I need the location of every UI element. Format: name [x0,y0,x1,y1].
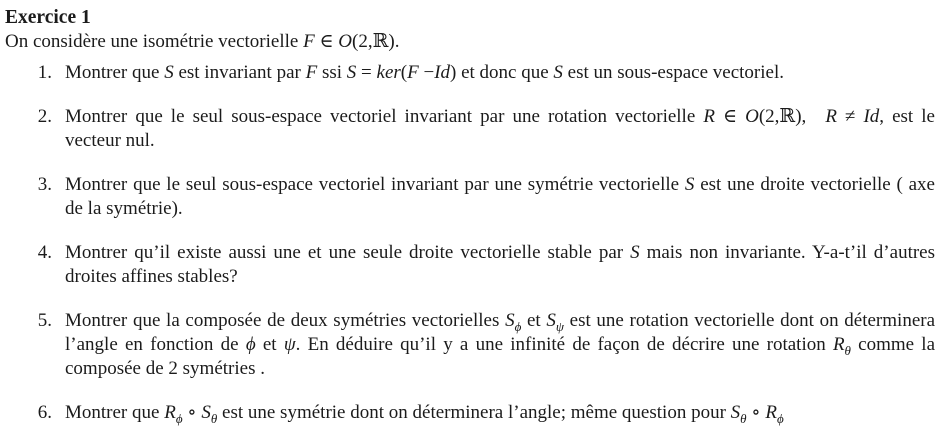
math-symbol: R [164,402,176,423]
text-run: ∈ [714,106,746,127]
math-symbol: O [338,31,353,52]
math-subscript: θ [210,410,218,426]
list-item [5,241,935,289]
math-symbol: S [553,62,563,83]
math-symbol: S [164,62,174,83]
text-run: . En déduire qu’il y a une infinité de façon de décrire une rotation [295,334,833,355]
item-number: 5. [37,310,52,331]
list-item [5,309,935,381]
math-symbol: S [630,242,640,263]
text-run: , est le vecteur nul. [65,106,935,151]
text-run: Montrer que la composée de deux symétries vectorielles [65,310,506,331]
text-run: Montrer que le seul sous-espace vectoriel invariant par une rotation vectorielle [65,106,704,127]
math-symbol: S [546,310,556,331]
math-subscript: ϕ [776,410,784,426]
math-symbol: S [684,174,695,195]
text-run: est un sous-espace vectoriel. [562,62,784,83]
math-symbol: Id [863,106,880,127]
text-run: est une symétrie dont on déterminera l’angle; même question pour [217,402,731,423]
text-run: est une rotation vectorielle dont on déterminera l’angle en fonction de [65,310,936,355]
text-run: est invariant par [173,62,306,83]
math-subscript: ϕ [514,318,522,334]
math-symbol: R [703,106,715,127]
math-symbol: F [303,31,315,52]
text-run: On considère une isométrie vectorielle [5,31,304,52]
exercise-title: Exercice 1 [5,7,91,28]
text-run: ssi [317,62,347,83]
math-symbol: F [407,62,419,83]
text-run: − [418,62,435,83]
text-run: ∘ [182,402,202,423]
math-symbol: S [201,402,211,423]
math-subscript: θ [740,410,747,426]
item-number: 3. [37,174,52,195]
list-item [5,61,935,85]
math-symbol: S [505,310,515,331]
item-number: 6. [37,402,52,423]
text-run [806,106,825,127]
text-run: ( [400,62,408,83]
text-run: ) et donc que [450,62,554,83]
math-symbol: R [765,402,777,423]
math-symbol: R [825,106,837,127]
text-run: ∘ [746,402,766,423]
math-symbol: F [305,62,318,83]
text-run: et [255,334,284,355]
text-run: Montrer que le seul sous-espace vectoriel invariant par une symétrie vectorielle [65,174,685,195]
math-symbol: ker [376,62,401,83]
text-run: (2,ℝ). [352,31,400,52]
list-item [5,105,935,153]
intro-paragraph [5,30,935,54]
math-symbol: R [832,334,845,355]
math-symbol: S [730,402,741,423]
math-subscript: θ [844,342,851,358]
math-symbol: O [745,106,759,127]
item-number: 4. [37,242,52,263]
item-number: 1. [37,62,52,83]
text-run: ∈ [314,31,339,52]
list-item [5,173,935,221]
text-run: Montrer que [65,62,165,83]
text-run: = [356,62,377,83]
exercise-list [5,61,935,425]
math-symbol: S [346,62,357,83]
text-run: Montrer qu’il existe aussi une et une seule droite vectorielle stable par [65,242,631,263]
math-symbol: ψ [283,334,296,355]
math-subscript: ψ [555,318,564,334]
text-run: Montrer que [65,402,165,423]
text-run: et [521,310,547,331]
text-run: est une droite vectorielle ( axe de la symétrie). [65,174,935,219]
text-run: mais non invariante. Y-a-t’il d’autres droites affines stables? [65,242,935,287]
list-item [5,401,935,425]
math-symbol: ϕ [245,334,256,355]
text-run: (2,ℝ), [758,106,807,127]
math-subscript: ϕ [175,410,183,426]
text-run: comme la composée de 2 symétries . [65,334,936,379]
text-run: ≠ [836,106,864,127]
item-number: 2. [37,106,52,127]
math-symbol: Id [434,62,451,83]
